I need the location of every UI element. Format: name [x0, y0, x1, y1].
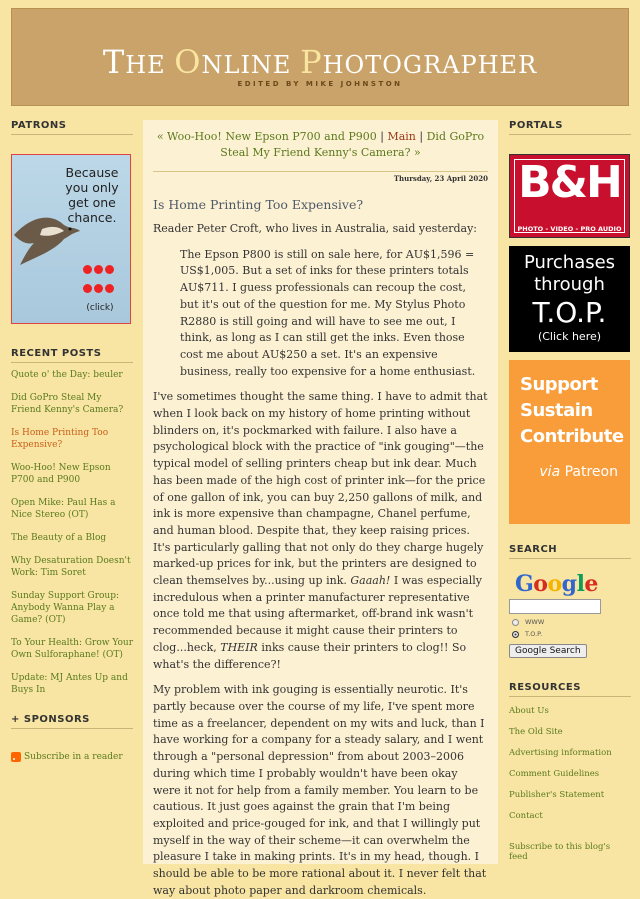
patron-ad-text: Because you only get one chance.: [65, 165, 119, 225]
resource-item[interactable]: [509, 726, 631, 738]
post-body: [143, 197, 498, 899]
resource-item[interactable]: [509, 789, 631, 801]
post-paragraph-2: My problem with ink gouging is essentially neurotic. It's partly because over the course of my life, I've spent more time as a freelancer, dependent on my wits and luck, than I have working for a company for a steady salary, and I went through a "personal depression" from about 2003–2006 during which time I probably wouldn't have been okay were it not for help from a family member. You learn to be cautious. It just goes against the grain that I'm being exploited and price-gouged for ink, and that I willingly put myself in the way of their scheme—it can overwhelm the pleasure I take in making prints. It's in my head, though. I should be able to be more rational about it. I never felt that way about photo paper and darkroom chemicals.: [153, 683, 487, 897]
resources-heading: RESOURCES: [509, 682, 631, 697]
main-link[interactable]: Main: [387, 130, 416, 143]
post-title: Is Home Printing Too Expensive?: [153, 197, 364, 212]
recent-post-link[interactable]: Why Desaturation Doesn't Work: Tim Soret: [11, 556, 131, 578]
recent-post-item[interactable]: [11, 637, 133, 661]
dots-logo-icon: [82, 260, 116, 298]
resource-link[interactable]: Comment Guidelines: [509, 769, 600, 779]
patreon-via: via Patreon: [539, 464, 618, 480]
recent-posts-list: [11, 369, 133, 696]
sponsors-heading[interactable]: + SPONSORS: [11, 714, 133, 729]
patrons-heading: PATRONS: [11, 120, 133, 135]
google-logo-letter: o: [547, 571, 562, 597]
recent-post-link[interactable]: The Beauty of a Blog: [11, 533, 107, 543]
recent-post-item[interactable]: [11, 497, 133, 521]
recent-post-link[interactable]: Is Home Printing Too Expensive?: [11, 428, 109, 450]
recent-post-item[interactable]: [11, 462, 133, 486]
search-section: [509, 544, 631, 658]
resource-item[interactable]: [509, 747, 631, 759]
recent-post-item[interactable]: [11, 369, 133, 381]
patron-ad-banner[interactable]: [11, 154, 131, 324]
radio-top[interactable]: T.O.P.: [512, 630, 631, 638]
bh-strip: PHOTO - VIDEO - PRO AUDIO: [517, 225, 622, 233]
site-header[interactable]: [11, 8, 629, 106]
patron-ad-click: (click): [86, 303, 114, 313]
resource-item[interactable]: [509, 768, 631, 780]
right-sidebar: [509, 120, 631, 862]
post-navigation: « Woo-Hoo! New Epson P700 and P900 | Main | Did GoPro Steal My Friend Kenny's Camera? »: [156, 130, 485, 159]
resources-list: [509, 705, 631, 822]
search-input[interactable]: [509, 599, 601, 614]
resource-link[interactable]: About Us: [509, 706, 549, 716]
google-logo-letter: e: [584, 571, 598, 597]
prev-post-link[interactable]: « Woo-Hoo! New Epson P700 and P900: [156, 130, 377, 143]
recent-post-item[interactable]: [11, 532, 133, 544]
recent-post-item[interactable]: [11, 392, 133, 416]
google-logo-letter: g: [561, 571, 577, 597]
recent-post-link[interactable]: Did GoPro Steal My Friend Kenny's Camera?: [11, 393, 124, 415]
subscribe-reader-link[interactable]: [11, 752, 123, 762]
resource-link[interactable]: Contact: [509, 811, 543, 821]
site-title-part: P: [300, 43, 323, 81]
recent-post-link[interactable]: Woo-Hoo! New Epson P700 and P900: [11, 463, 111, 485]
patreon-banner[interactable]: Support Sustain Contribute via Patreon: [509, 360, 630, 524]
subscribe-feed-link[interactable]: Subscribe to this blog's feed: [509, 842, 611, 862]
resources-section: [509, 682, 631, 831]
google-logo-letter: o: [533, 571, 548, 597]
post-date: Thursday, 23 April 2020: [153, 171, 488, 183]
sponsors-section[interactable]: [11, 714, 133, 729]
site-title-part: T: [102, 43, 126, 81]
resource-link[interactable]: The Old Site: [509, 727, 563, 737]
recent-post-item[interactable]: [11, 427, 133, 451]
google-logo-letter: G: [515, 571, 534, 597]
recent-posts-heading: RECENT POSTS: [11, 348, 133, 363]
resource-item[interactable]: [509, 705, 631, 717]
post-paragraph-1: I've sometimes thought the same thing. I have to admit that when I look back on my history of home printing without blinders on, it's pockmarked with failure. I also have a psychological block with the practice of "ink gouging"—the typical model of selling printers cheap but ink dear. Much has been made of the high cost of printer ink—for the price of one gallon of ink, you can buy 2,250 gallons of milk, and ink is more expensive than champagne, Chanel perfume, and human blood. Despite that, they keep raising prices. It's particularly galling that not only do they charge hugely marked-up prices for ink, but the printers are designed to clean themselves by...using up ink. Gaaah! I was especially incredulous when a printer manufacturer representative once told me that using aftermarket, off-brand ink wasn't recommended because it might cause their printers to clog...heck, THEIR inks cause their printers to clog!! So what's the difference?!: [153, 390, 488, 671]
radio-www-button[interactable]: [512, 619, 519, 626]
site-title-part: HE: [125, 51, 175, 79]
site-subtitle: EDITED BY MIKE JOHNSTON: [237, 80, 403, 88]
radio-top-button[interactable]: [512, 631, 519, 638]
left-sidebar: [11, 120, 133, 762]
site-title[interactable]: [12, 43, 628, 81]
google-search-button[interactable]: Google Search: [509, 644, 587, 658]
bh-ad-banner[interactable]: [509, 154, 630, 238]
portals-heading: PORTALS: [509, 120, 631, 135]
recent-post-link[interactable]: Sunday Support Group: Anybody Wanna Play a Game? (OT): [11, 591, 120, 625]
recent-posts: [11, 348, 133, 707]
search-heading: SEARCH: [509, 544, 631, 559]
recent-post-link[interactable]: Quote o' the Day: beuler: [11, 370, 123, 380]
site-title-part: HOTOGRAPHER: [322, 51, 538, 79]
recent-post-link[interactable]: To Your Health: Grow Your Own Sulforaphane! (OT): [11, 638, 133, 660]
google-logo-letter: l: [576, 571, 585, 597]
radio-www[interactable]: WWW: [512, 618, 631, 626]
rss-icon: [11, 752, 21, 762]
recent-post-item[interactable]: [11, 555, 133, 579]
next-post-link[interactable]: Did GoPro Steal My Friend Kenny's Camera? »: [220, 130, 485, 159]
post-intro: Reader Peter Croft, who lives in Australia, said yesterday:: [153, 222, 477, 235]
recent-post-link[interactable]: Open Mike: Paul Has a Nice Stereo (OT): [11, 498, 116, 520]
recent-post-link[interactable]: Update: MJ Antes Up and Buys In: [11, 673, 128, 695]
post-quote: The Epson P800 is still on sale here, for AU$1,596 = US$1,005. But a set of inks for these printers totals AU$711. I guess professionals can recoup the cost, but it's out of the question for me. My Stylus Photo R2880 is still going and will have to see me out, I think, as long as I can still get the inks. Even those cost me about AU$250 a set. It's an expensive business, really too expensive for a home enthusiast.: [180, 247, 476, 378]
site-title-part: O: [174, 43, 202, 81]
purchases-through-top-banner[interactable]: Purchases through T.O.P. (Click here): [509, 246, 630, 352]
site-title-part: NLINE: [201, 51, 301, 79]
subscribe-reader-text[interactable]: Subscribe in a reader: [24, 752, 123, 762]
main-content: [143, 120, 498, 897]
google-logo-icon: [515, 571, 631, 597]
recent-post-item[interactable]: [11, 672, 133, 696]
recent-post-item[interactable]: [11, 590, 133, 626]
resource-link[interactable]: Publisher's Statement: [509, 790, 605, 800]
resource-item[interactable]: [509, 810, 631, 822]
resource-link[interactable]: Advertising information: [509, 748, 612, 758]
bh-logo: B&H: [518, 157, 621, 208]
